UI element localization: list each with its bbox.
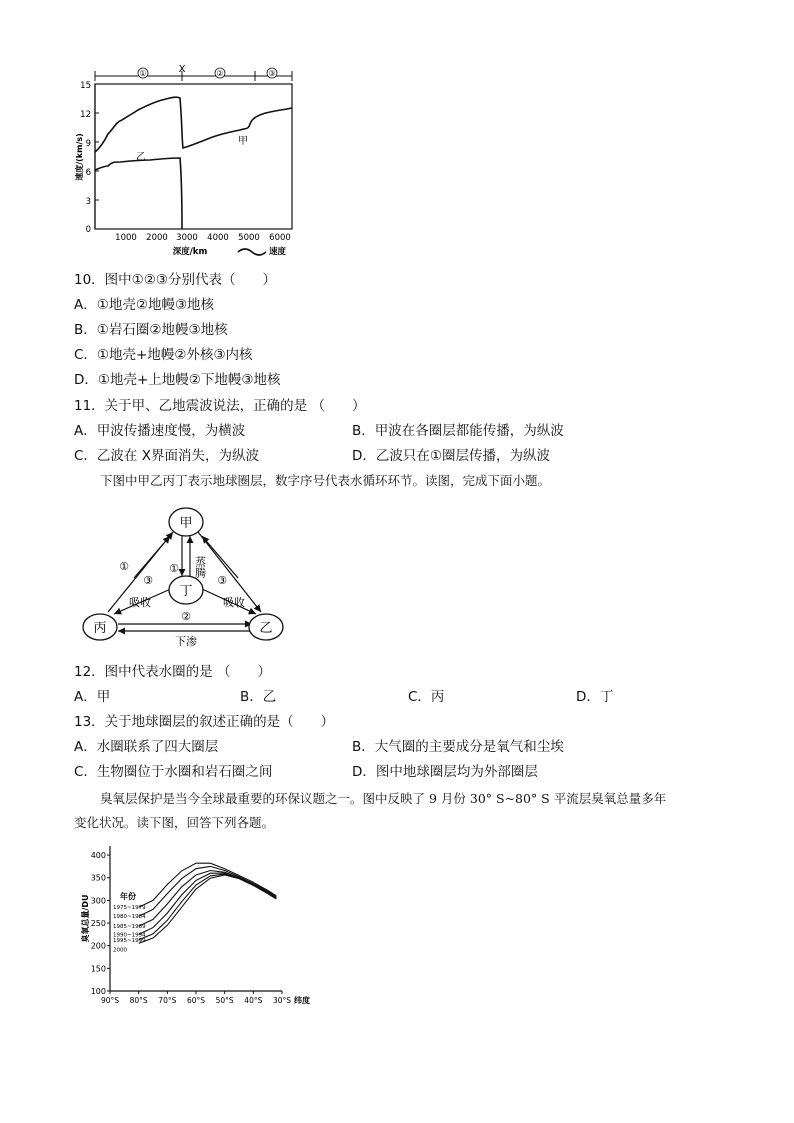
q12-option-b[interactable]: B．乙 — [240, 689, 277, 705]
y-tick-label: 100 — [90, 987, 106, 996]
sphere-cycle-diagram — [78, 500, 298, 650]
x-tick: 2000 — [146, 233, 168, 243]
q10-option-c[interactable]: C．①地壳+地幔②外核③内核 — [74, 347, 253, 363]
q12-option-a[interactable]: A．甲 — [74, 689, 111, 705]
q13-option-c[interactable]: C．生物圈位于水圈和岩石圈之间 — [74, 764, 273, 780]
chart-frame — [95, 84, 292, 229]
legend-label: 速度 — [269, 247, 287, 257]
label-3-left: ③ — [143, 574, 153, 587]
q11-option-a[interactable]: A．甲波传播速度慢，为横波 — [74, 423, 246, 439]
s-wave-curve — [95, 158, 182, 229]
label-3-right: ③ — [217, 574, 227, 587]
arrow-yi-to-jia-inner — [202, 536, 238, 578]
x-tick-label: 50°S — [215, 996, 234, 1005]
legend-curve-icon — [238, 249, 266, 255]
q11-option-b[interactable]: B．甲波在各圈层都能传播，为纵波 — [352, 423, 564, 439]
series-line — [139, 866, 277, 916]
x-tick-label: 60°S — [186, 996, 206, 1005]
q13-option-d[interactable]: D．图中地球圈层均为外部圈层 — [352, 764, 538, 780]
q12-option-d[interactable]: D．丁 — [576, 689, 614, 705]
x-tick: 5000 — [238, 233, 260, 243]
label-infiltration: 下渗 — [175, 635, 197, 648]
q12-stem: 12．图中代表水圈的是 （ ） — [74, 664, 271, 680]
ozone-chart — [72, 836, 312, 1016]
q13-option-a[interactable]: A．水圈联系了四大圈层 — [74, 739, 219, 755]
y-tick: 6 — [85, 168, 91, 178]
x-tick-label: 70°S — [158, 996, 177, 1005]
curve-label-jia: 甲 — [238, 136, 248, 147]
node-ding-label: 丁 — [179, 584, 193, 599]
series-label: 1990~1994 — [113, 932, 146, 939]
arrow-bing-to-jia-inner — [134, 536, 170, 578]
q10-option-a[interactable]: A．①地壳②地幔③地核 — [74, 297, 215, 313]
y-tick: 9 — [85, 139, 91, 149]
y-axis-label: 臭氧总量/DU — [81, 894, 90, 943]
x-tick-label: 30°S — [272, 996, 292, 1005]
segment-1-label: ① — [139, 69, 147, 78]
x-tick: 3000 — [176, 233, 198, 243]
label-transpiration: 蒸腾 — [193, 556, 207, 578]
y-tick: 3 — [85, 197, 91, 207]
q13-stem: 13．关于地球圈层的叙述正确的是（ ） — [74, 714, 335, 730]
x-tick: 4000 — [207, 233, 229, 243]
node-yi-label: 乙 — [259, 621, 273, 636]
segment-2-label: ② — [216, 69, 224, 78]
series-label: 1980~1984 — [113, 914, 146, 921]
series-line — [139, 871, 277, 927]
y-axis-label: 速度/(km/s) — [75, 133, 84, 181]
y-tick-label: 200 — [90, 941, 106, 951]
q11-stem: 11．关于甲、乙地震波说法，正确的是 （ ） — [74, 398, 366, 414]
label-2: ② — [181, 610, 191, 623]
node-jia-label: 甲 — [179, 516, 193, 531]
label-1-left: ① — [119, 560, 129, 573]
series-label: 1975~1979 — [113, 905, 146, 912]
node-bing-label: 丙 — [93, 621, 107, 636]
legend-title: 年份 — [120, 892, 136, 902]
label-absorb-left: 吸收 — [129, 596, 151, 609]
y-tick: 15 — [80, 81, 91, 91]
seismic-wave-chart — [70, 62, 310, 262]
curve-label-yi: 乙 — [136, 152, 146, 163]
x-axis-label: 纬度 — [294, 996, 310, 1005]
x-tick: 1000 — [115, 233, 137, 243]
q10-stem: 10．图中①②③分别代表（ ） — [74, 272, 276, 288]
segment-3-label: ③ — [268, 69, 276, 78]
x-tick-label: 80°S — [129, 996, 148, 1005]
series-line — [139, 873, 277, 934]
x-tick: 6000 — [269, 233, 291, 243]
segment-x-label: X — [178, 64, 186, 75]
series-label: 1985~1989 — [113, 924, 146, 931]
q10-option-d[interactable]: D．①地壳+上地幔②下地幔③地核 — [74, 372, 281, 388]
y-tick: 0 — [85, 225, 91, 235]
q13-option-b[interactable]: B．大气圈的主要成分是氧气和尘埃 — [352, 739, 564, 755]
y-tick: 12 — [80, 110, 91, 120]
series-label: 2000 — [113, 947, 127, 954]
y-tick-label: 300 — [90, 896, 106, 906]
y-tick-label: 150 — [90, 964, 106, 974]
intro-ozone-2: 变化状况。读下图，回答下列各题。 — [74, 815, 275, 830]
y-tick-label: 250 — [90, 919, 106, 929]
y-tick-label: 350 — [90, 873, 106, 883]
x-tick-label: 90°S — [100, 996, 120, 1005]
q11-option-d[interactable]: D．乙波只在①圈层传播，为纵波 — [352, 448, 550, 464]
label-absorb-right: 吸收 — [223, 596, 245, 609]
p-wave-curve — [95, 97, 292, 152]
x-axis-label: 深度/km — [172, 247, 208, 257]
x-tick-label: 40°S — [244, 996, 263, 1005]
intro-spheres: 下图中甲乙丙丁表示地球圈层，数字序号代表水循环环节。读图，完成下面小题。 — [100, 473, 551, 488]
series-label: 1995~1999 — [113, 937, 146, 944]
q11-option-c[interactable]: C．乙波在 X界面消失，为纵波 — [74, 448, 259, 464]
q12-option-c[interactable]: C．丙 — [408, 689, 445, 705]
label-1-center: ① — [169, 562, 179, 575]
intro-ozone-1: 臭氧层保护是当今全球最重要的环保议题之一。图中反映了 9 月份 30° S~80° S 平流层臭氧总量多年 — [100, 791, 667, 806]
q10-option-b[interactable]: B．①岩石圈②地幔③地核 — [74, 322, 228, 338]
y-tick-label: 400 — [90, 851, 106, 861]
